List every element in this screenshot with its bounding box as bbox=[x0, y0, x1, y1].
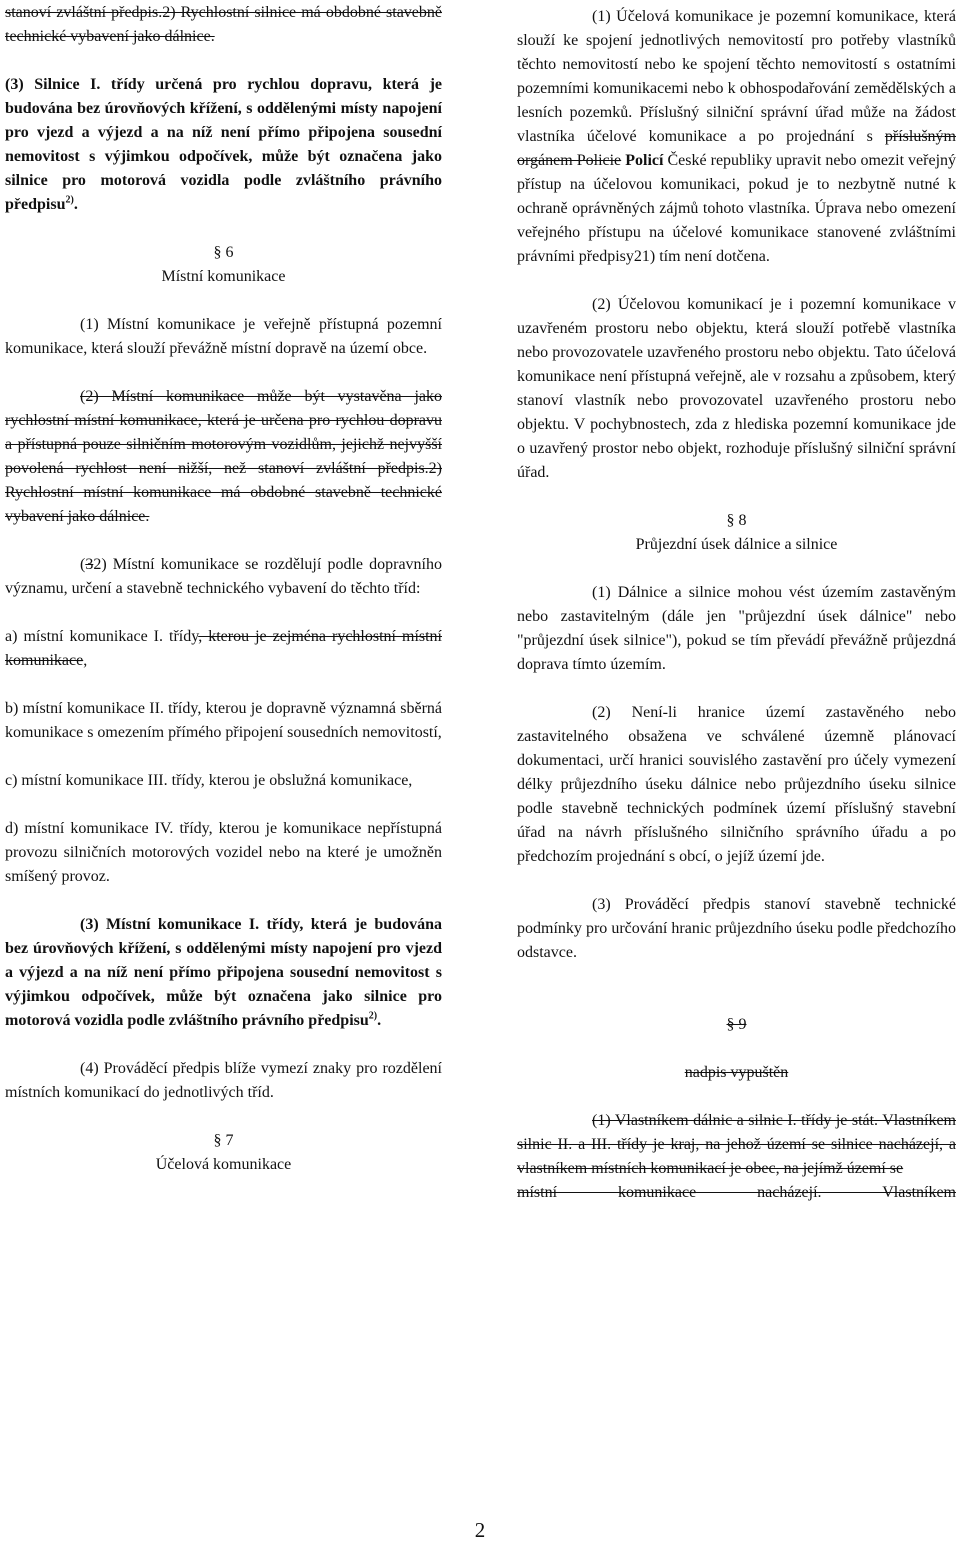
page-number: 2 bbox=[474, 1518, 486, 1542]
section-8-title: Průjezdní úsek dálnice a silnice bbox=[635, 536, 838, 553]
paragraph-text: (1) Účelová komunikace je pozemní komunikace, která slouží ke spojení jednotlivých nemovitostí pro potřeby vlastníků těchto nemovitostí nebo ke spojení těchto nemovitostí s ostatními pozemními komunikacemi nebo k obhospodařování zemědělských a lesních pozemků. Příslušný silniční správní úřad může na žádost vlastníka účelové komunikace a po projednání s bbox=[517, 8, 956, 145]
section-7-title: Účelová komunikace bbox=[155, 1156, 292, 1173]
section-8-heading: § 8 bbox=[726, 512, 747, 529]
deleted-text: (1) Vlastníkem dálnic a silnic I. třídy je stát. Vlastníkem silnic II. a III. třídy je kraj, na jehož území se silnice nacházejí, a vlastníkem místních komunikací je obec, na jejímž území se bbox=[517, 1112, 956, 1177]
paragraph-8-2: (2) Není-li hranice území zastavěného nebo zastavitelného obsažena ve schválené územně plánovací dokumentaci, určí hranici souvislého zastavění pro účely vymezení délky průjezdního úseku dálnice nebo průjezdního úseku silnice podle stavebně technických podmínek území příslušný stavební úřad na návrh příslušného silničního správního úřadu a po předchozím projednání s obcí, o jejíž území jde. bbox=[517, 704, 956, 865]
section-number: 9 bbox=[738, 1016, 747, 1033]
section-9-title bbox=[517, 1061, 956, 1085]
paragraph-end: . bbox=[73, 196, 78, 213]
paragraph-text: (3) Silnice I. třídy určená pro rychlou dopravu, která je budována bez úrovňových křížení, s oddělenými místy napojení pro vjezd a výjezd a na níž není přímo připojena sousední nemovitost s výjimkou odpočívek, může být označena jako silnice pro motorová vozidla podle zvláštního právního předpisu bbox=[5, 76, 442, 213]
paragraph-7-2: (2) Účelovou komunikací je i pozemní komunikace v uzavřeném prostoru nebo objektu, která slouží potřebě vlastníka nebo provozovatele uzavřeného prostoru nebo objektu. Tato účelová komunikace není přístupná veřejně, ale v rozsahu a způsobem, který stanoví vlastník nebo provozovatel uzavřeného prostoru nebo objektu. V pochybnostech, zda z hlediska pozemní komunikace jde o uzavřený prostor nebo objekt, rozhoduje příslušný silniční správní úřad. bbox=[517, 296, 956, 481]
footnote-ref: 2) bbox=[65, 194, 74, 206]
section-6-title: Místní komunikace bbox=[161, 268, 286, 285]
deleted-text: , kterou je zejména rychlostní místní komunikace bbox=[5, 628, 442, 669]
section-number: 6 bbox=[225, 244, 234, 261]
footnote-ref: 2) bbox=[368, 1010, 378, 1022]
section-7-heading: § 7 bbox=[213, 1132, 234, 1149]
list-item-d: d) místní komunikace IV. třídy, kterou je komunikace nepřístupná provozu silničních motorových vozidel nebo na které je umožněn smíšený provoz. bbox=[5, 820, 442, 885]
right-column bbox=[517, 0, 956, 1205]
paragraph-9-1-deleted bbox=[517, 1109, 956, 1181]
deleted-text: příslušným orgánem Policie bbox=[517, 128, 956, 169]
paragraph-text: České republiky upravit nebo omezit veřejný přístup na účelovou komunikaci, pokud je to nezbytně nutné k ochraně oprávněných zájmů tohoto vlastníka. Úprava nebo omezení veřejného přístupu na účelové komunikace stanovené zvláštními právními předpisy21) tím není dotčena. bbox=[517, 152, 957, 265]
list-item-text: a) místní komunikace I. třídy bbox=[5, 628, 199, 645]
list-item-c: c) místní komunikace III. třídy, kterou je obslužná komunikace, bbox=[5, 772, 413, 789]
left-column bbox=[5, 0, 442, 1177]
section-9-heading bbox=[517, 1013, 956, 1037]
inserted-text: Policí bbox=[625, 152, 664, 169]
deleted-text: stanoví zvláštní předpis.2) Rychlostní silnice má obdobné stavebně technické vybavení jako dálnice. bbox=[5, 4, 442, 45]
list-item-b: b) místní komunikace II. třídy, kterou je dopravně významná sběrná komunikace s omezením přímého připojení sousedních nemovitostí, bbox=[5, 700, 442, 741]
deleted-text: místní komunikace nacházejí. Vlastníkem bbox=[517, 1184, 956, 1201]
list-item-end: , bbox=[83, 652, 88, 669]
section-6-heading: § 6 bbox=[213, 244, 234, 261]
paragraph-8-3: (3) Prováděcí předpis stanoví stavebně technické podmínky pro určování hranic průjezdního úseku podle předchozího odstavce. bbox=[517, 896, 956, 961]
paragraph-7-1 bbox=[517, 5, 956, 269]
paragraph-8-1: (1) Dálnice a silnice mohou vést územím zastavěným nebo zastavitelným (dále jen "průjezdní úsek dálnice" nebo "průjezdní úsek silnice"), pokud se tím převádí převážně průjezdná doprava tímto územím. bbox=[517, 584, 956, 673]
paragraph-text: (3) Místní komunikace I. třídy, která je budována bez úrovňových křížení, s oddělenými místy napojení pro vjezd a výjezd a na níž není přímo připojena sousední nemovitost s výjimkou odpočívek, může být označena jako silnice pro motorová vozidla podle zvláštního právního předpisu bbox=[5, 916, 442, 1029]
deleted-text: 3 bbox=[85, 556, 94, 573]
paragraph-9-1-last-line bbox=[517, 1181, 956, 1205]
paragraph-6-3-new bbox=[5, 913, 442, 1033]
paragraph-text: ( bbox=[80, 556, 86, 573]
deleted-text: § 9 bbox=[726, 1016, 747, 1033]
paragraph-6-2-deleted bbox=[5, 385, 442, 529]
paragraph-text: 2) Místní komunikace se rozdělují podle dopravního významu, určení a stavebně technického vybavení do těchto tříd: bbox=[5, 556, 442, 597]
paragraph-6-3 bbox=[5, 553, 442, 601]
paragraph-6-1: (1) Místní komunikace je veřejně přístupná pozemní komunikace, která slouží převážně místní dopravě na území obce. bbox=[5, 316, 442, 357]
paragraph-silnice-3 bbox=[5, 73, 442, 217]
paragraph-6-4: (4) Prováděcí předpis blíže vymezí znaky pro rozdělení místních komunikací do jednotlivých tříd. bbox=[5, 1060, 442, 1101]
section-number: 7 bbox=[225, 1132, 234, 1149]
paragraph-end: . bbox=[377, 1012, 382, 1029]
section-number: 8 bbox=[738, 512, 747, 529]
paragraph-continuation bbox=[5, 1, 442, 49]
deleted-text: (2) Místní komunikace může být vystavěna jako rychlostní místní komunikace, která je určena pro rychlou dopravu a přístupná pouze silničním motorovým vozidlům, jejichž nejvyšší povolená rychlost není nižší, než stanoví zvláštní předpis.2) Rychlostní místní komunikace má obdobné stavebně technické vybavení jako dálnice. bbox=[5, 388, 442, 525]
deleted-text: nadpis vypuštěn bbox=[684, 1064, 789, 1081]
list-item-a bbox=[5, 625, 442, 673]
